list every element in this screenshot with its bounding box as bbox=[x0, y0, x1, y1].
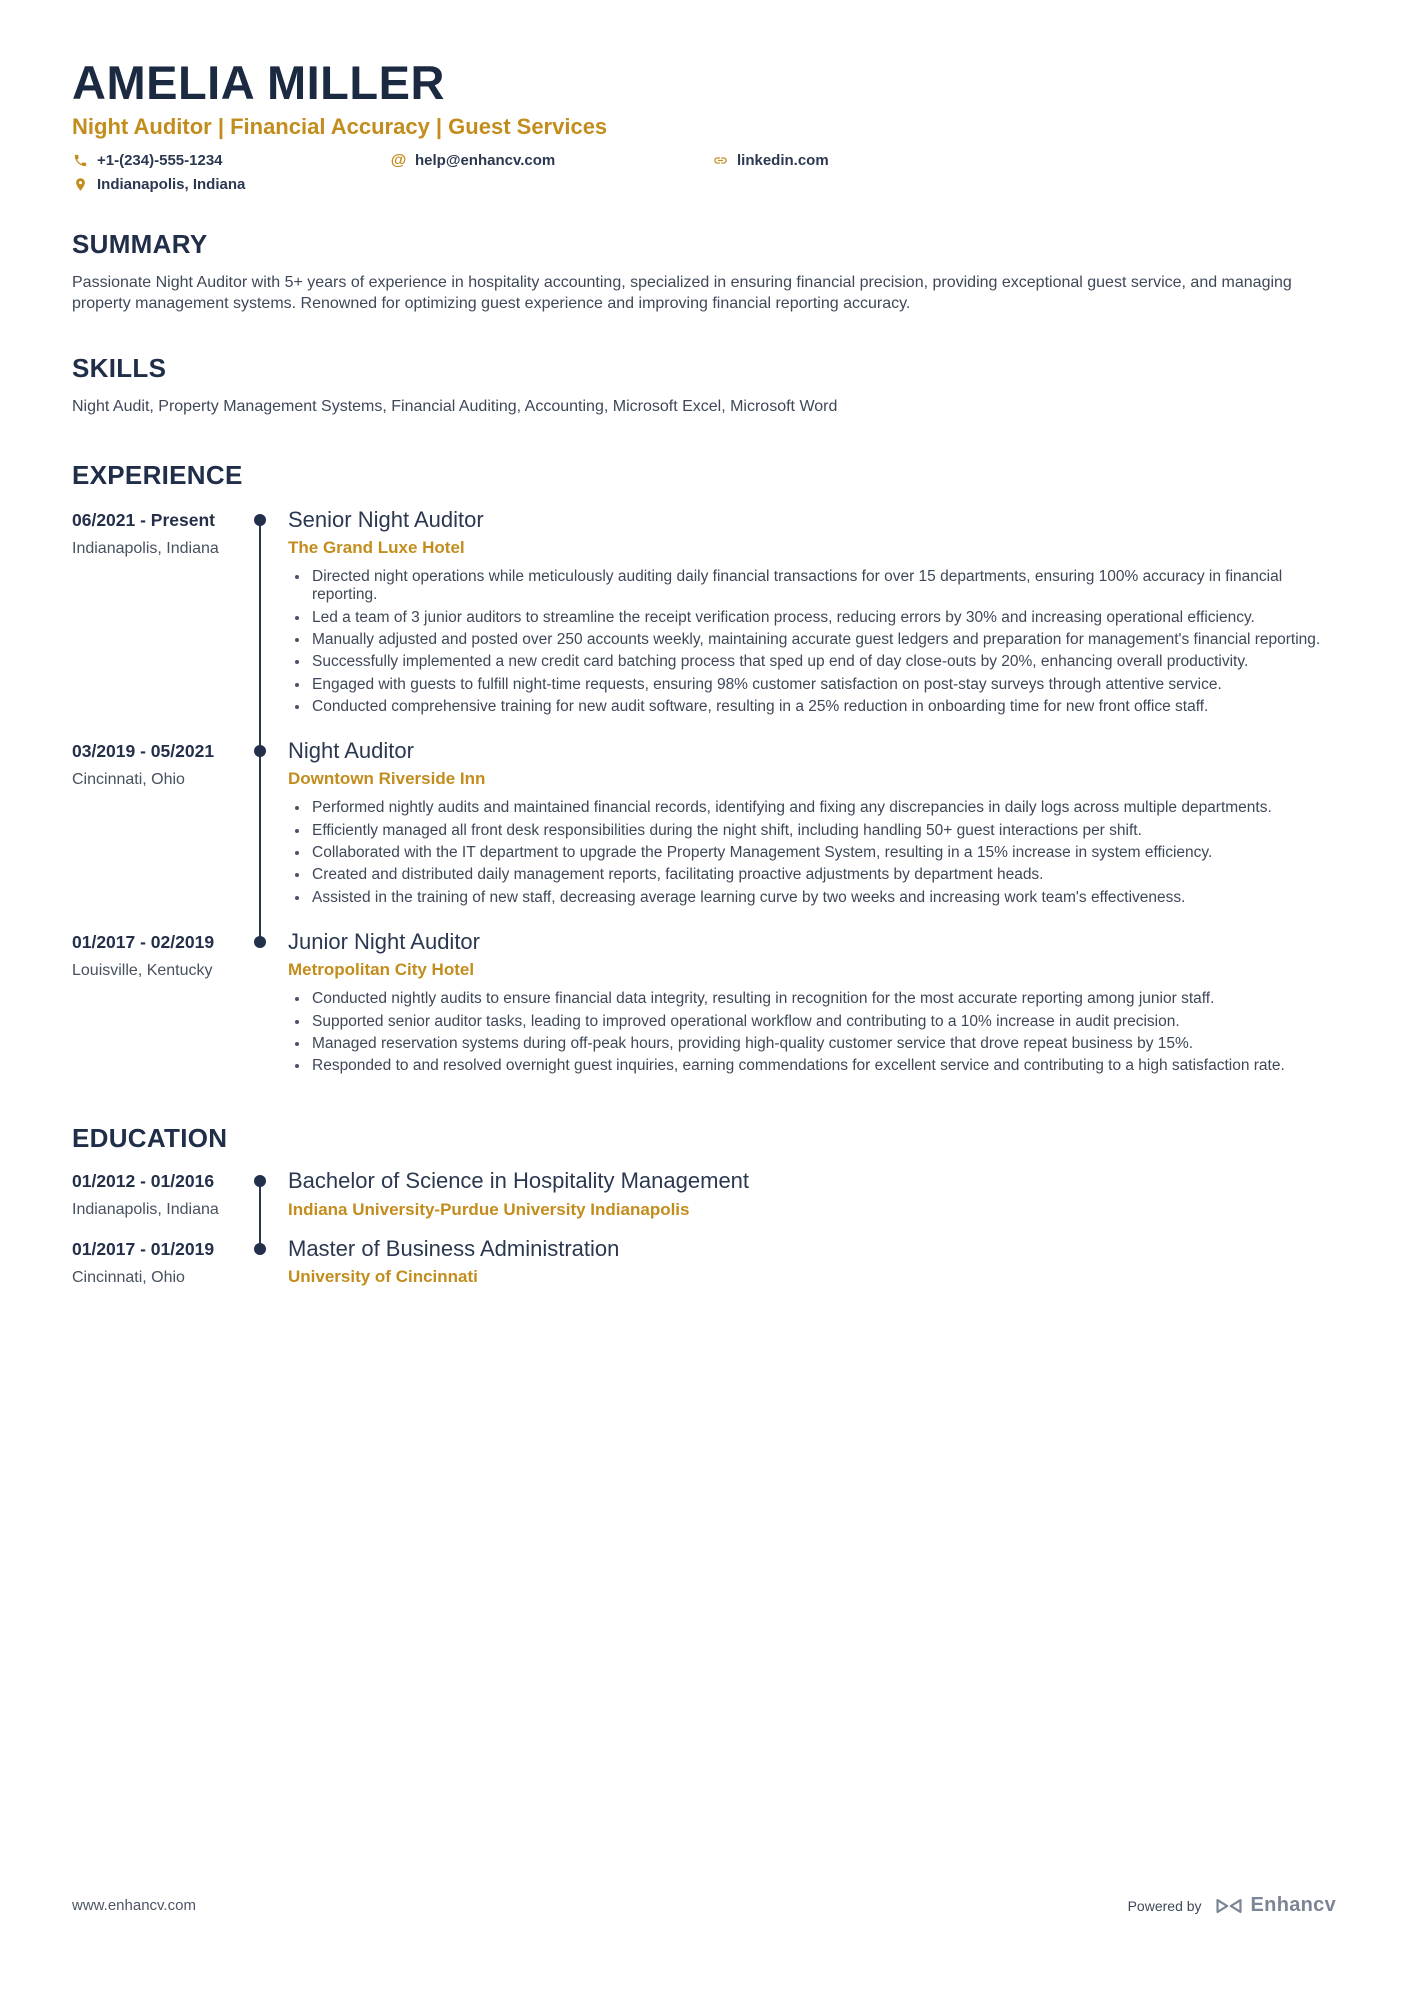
education-location: Cincinnati, Ohio bbox=[72, 1268, 185, 1286]
bullet-point: Managed reservation systems during off-peak hours, providing high-quality customer service that drove repeat business by 15%. bbox=[288, 1035, 1336, 1053]
company-name: The Grand Luxe Hotel bbox=[288, 538, 465, 558]
experience-bullet-list bbox=[288, 799, 1336, 906]
bullet-point: Manually adjusted and posted over 250 accounts weekly, maintaining accurate guest ledgers and preparation for management's financial reporting. bbox=[288, 631, 1336, 649]
experience-entry bbox=[72, 738, 1336, 929]
education-heading: EDUCATION bbox=[72, 1123, 228, 1154]
education-entry bbox=[72, 1236, 1336, 1303]
experience-entry-body bbox=[288, 507, 1336, 738]
school-name: Indiana University-Purdue University Indianapolis bbox=[288, 1199, 690, 1219]
company-name: Downtown Riverside Inn bbox=[288, 769, 486, 789]
bullet-point: Engaged with guests to fulfill night-time requests, ensuring 98% customer satisfaction on post-stay surveys through attentive service. bbox=[288, 676, 1336, 694]
degree-title: Master of Business Administration bbox=[288, 1235, 620, 1261]
contact-linkedin-value[interactable]: linkedin.com bbox=[737, 152, 829, 170]
job-title: Night Auditor bbox=[288, 738, 414, 764]
job-title: Junior Night Auditor bbox=[288, 928, 480, 954]
at-sign-icon: @ bbox=[390, 151, 407, 169]
experience-bullet-list bbox=[288, 568, 1336, 716]
education-entry-body bbox=[288, 1168, 1336, 1235]
experience-dates: 06/2021 - Present bbox=[72, 509, 216, 530]
bullet-point: Collaborated with the IT department to upgrade the Property Management System, resulting in a 15% increase in system efficiency. bbox=[288, 844, 1336, 862]
bullet-point: Supported senior auditor tasks, leading to improved operational workflow and contributing to a 10% increase in audit precision. bbox=[288, 1013, 1336, 1031]
education-dates: 01/2017 - 01/2019 bbox=[72, 1238, 215, 1259]
experience-heading: EXPERIENCE bbox=[72, 459, 243, 490]
bullet-point: Performed nightly audits and maintained financial records, identifying and fixing any discrepancies in daily logs across multiple departments. bbox=[288, 799, 1336, 817]
contact-linkedin[interactable] bbox=[712, 152, 1336, 169]
education-section bbox=[72, 1123, 1336, 1303]
skills-list-text: Night Audit, Property Management Systems, Financial Auditing, Accounting, Microsoft Excel, Microsoft Word bbox=[72, 397, 838, 415]
degree-title: Bachelor of Science in Hospitality Management bbox=[288, 1168, 750, 1194]
experience-entry-meta bbox=[72, 738, 232, 929]
contact-location-value: Indianapolis, Indiana bbox=[97, 176, 246, 194]
powered-by-label: Powered by bbox=[1127, 1897, 1202, 1914]
bullet-point: Conducted comprehensive training for new audit software, resulting in a 25% reduction in onboarding time for new front office staff. bbox=[288, 698, 1336, 716]
resume-header bbox=[72, 58, 1336, 193]
contact-location bbox=[72, 176, 390, 193]
education-entry bbox=[72, 1168, 1336, 1235]
candidate-headline: Night Auditor | Financial Accuracy | Guest Services bbox=[72, 114, 608, 140]
link-icon bbox=[712, 152, 729, 169]
experience-bullet-list bbox=[288, 990, 1336, 1075]
education-location: Indianapolis, Indiana bbox=[72, 1201, 219, 1219]
enhancv-logo-icon bbox=[1214, 1895, 1244, 1917]
bullet-point: Directed night operations while meticulously auditing daily financial transactions for over 15 departments, ensuring 100% accuracy in financial reporting. bbox=[288, 568, 1336, 605]
experience-location: Cincinnati, Ohio bbox=[72, 771, 185, 789]
bullet-point: Created and distributed daily management reports, facilitating proactive adjustments by department heads. bbox=[288, 866, 1336, 884]
education-entry-body bbox=[288, 1236, 1336, 1303]
powered-by bbox=[1128, 1894, 1336, 1917]
timeline-gutter bbox=[232, 1236, 288, 1303]
enhancv-brand-name: Enhancv bbox=[1250, 1894, 1336, 1916]
company-name: Metropolitan City Hotel bbox=[288, 960, 475, 980]
experience-entry-body bbox=[288, 929, 1336, 1098]
enhancv-website-link[interactable]: www.enhancv.com bbox=[72, 1897, 196, 1914]
experience-location: Indianapolis, Indiana bbox=[72, 539, 219, 557]
skills-heading: SKILLS bbox=[72, 352, 167, 383]
contact-phone-value: +1-(234)-555-1234 bbox=[97, 152, 223, 170]
bullet-point: Responded to and resolved overnight guest inquiries, earning commendations for excellent service and contributing to a high satisfaction rate. bbox=[288, 1057, 1336, 1075]
enhancv-brand[interactable] bbox=[1214, 1894, 1336, 1917]
bullet-point: Efficiently managed all front desk responsibilities during the night shift, including handling 50+ guest interactions per shift. bbox=[288, 822, 1336, 840]
timeline-dot bbox=[254, 745, 266, 757]
location-pin-icon bbox=[72, 176, 89, 193]
contact-email-value[interactable]: help@enhancv.com bbox=[415, 152, 556, 170]
experience-dates: 01/2017 - 02/2019 bbox=[72, 931, 215, 952]
experience-location: Louisville, Kentucky bbox=[72, 961, 213, 979]
bullet-point: Assisted in the training of new staff, decreasing average learning curve by two weeks and increasing work team's effectiveness. bbox=[288, 889, 1336, 907]
candidate-name: AMELIA MILLER bbox=[72, 56, 445, 109]
experience-entry-body bbox=[288, 738, 1336, 929]
page-footer bbox=[72, 1894, 1336, 1917]
education-entry-meta bbox=[72, 1236, 232, 1303]
experience-entry bbox=[72, 507, 1336, 738]
contact-row bbox=[72, 152, 1336, 193]
education-entry-meta bbox=[72, 1168, 232, 1235]
phone-icon bbox=[72, 152, 89, 169]
contact-email[interactable] bbox=[390, 152, 712, 169]
experience-entry-meta bbox=[72, 507, 232, 738]
summary-text: Passionate Night Auditor with 5+ years of experience in hospitality accounting, specialized in ensuring financial precision, providing exceptional guest service, and managing property management systems. Renowned for optimizing guest experience and improving financial reporting accuracy. bbox=[72, 274, 1292, 313]
experience-section bbox=[72, 460, 1336, 1098]
job-title: Senior Night Auditor bbox=[288, 506, 484, 532]
timeline-gutter bbox=[232, 1168, 288, 1235]
timeline-gutter bbox=[232, 507, 288, 738]
skills-section bbox=[72, 353, 1336, 418]
experience-entry-meta bbox=[72, 929, 232, 1098]
timeline-dot bbox=[254, 1175, 266, 1187]
timeline-dot bbox=[254, 936, 266, 948]
summary-section bbox=[72, 229, 1336, 315]
education-dates: 01/2012 - 01/2016 bbox=[72, 1171, 215, 1192]
timeline-dot bbox=[254, 1243, 266, 1255]
school-name: University of Cincinnati bbox=[288, 1267, 478, 1287]
timeline-gutter bbox=[232, 738, 288, 929]
contact-phone bbox=[72, 152, 390, 169]
bullet-point: Successfully implemented a new credit card batching process that sped up end of day close-outs by 20%, enhancing overall productivity. bbox=[288, 653, 1336, 671]
summary-heading: SUMMARY bbox=[72, 229, 208, 260]
experience-dates: 03/2019 - 05/2021 bbox=[72, 741, 215, 762]
bullet-point: Conducted nightly audits to ensure financial data integrity, resulting in recognition for the most accurate reporting among junior staff. bbox=[288, 990, 1336, 1008]
bullet-point: Led a team of 3 junior auditors to streamline the receipt verification process, reducing errors by 30% and increasing operational efficiency. bbox=[288, 609, 1336, 627]
experience-entry bbox=[72, 929, 1336, 1098]
timeline-gutter bbox=[232, 929, 288, 1098]
timeline-dot bbox=[254, 514, 266, 526]
